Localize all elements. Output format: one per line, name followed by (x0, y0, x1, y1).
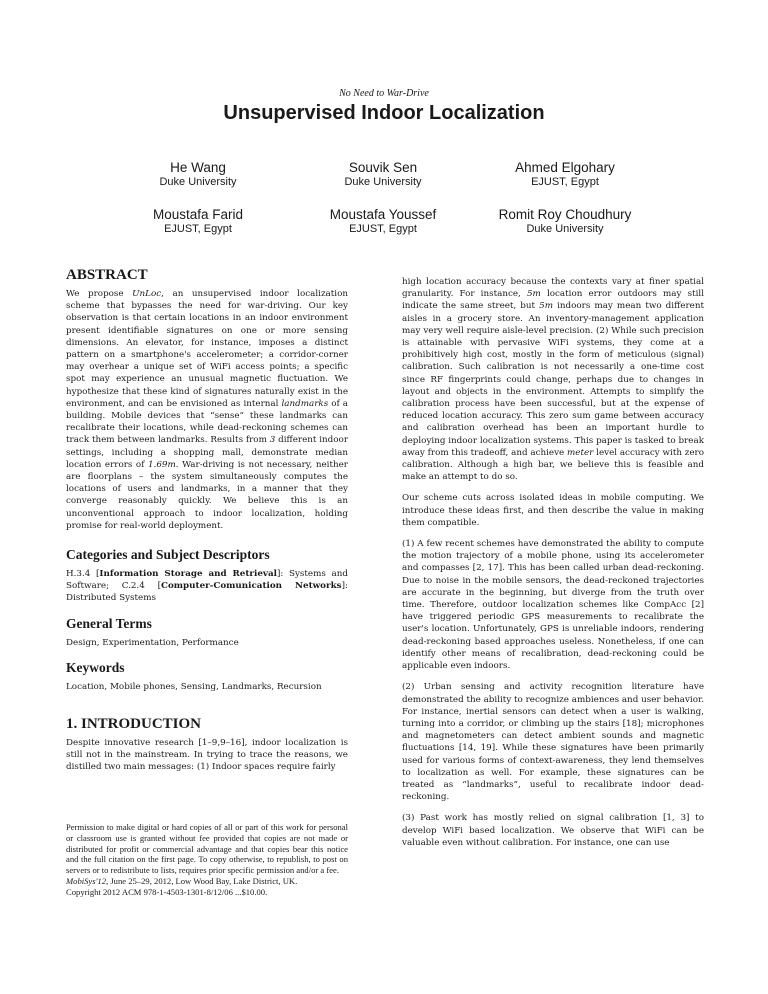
general-terms-text: Design, Experimentation, Performance (66, 637, 239, 648)
author-block (283, 207, 483, 236)
author-name: Romit Roy Choudhury (498, 207, 632, 222)
categories-text: H.3.4 [Information Storage and Retrieval]: Systems and Software; C.2.4 [Computer-Comunication Networks]: Distributed Systems (66, 569, 348, 604)
paragraph: (2) Urban sensing and activity recognition literature have demonstrated the ability to recognize ambiences and user behavior. For instance, inertial sensors can detect when a user is walking, turning into a corridor, or climbing up the stairs [18]; microphones and magnetometers can detect ambient sounds and magnetic fluctuations [14, 19]. While these signatures have been primarily used for various forms of context-awareness, they lend themselves to localization as well. For example, these signatures can be treated as “landmarks”, useful to recalibrate indoor dead-reckoning. (402, 682, 704, 803)
author-affiliation: EJUST, Egypt (531, 176, 599, 188)
paper-title: Unsupervised Indoor Localization (223, 102, 545, 124)
right-column (402, 276, 704, 849)
keywords-text: Location, Mobile phones, Sensing, Landmarks, Recursion (66, 681, 322, 692)
permission-block (66, 822, 348, 898)
paragraph: high location accuracy because the contexts vary at finer spatial granularity. For instance, 5m location error outdoors may still indicate the same street, but 5m indoors may mean two different aisles in a grocery store. An inventory-management application may very well require aisle-level precision. (2) While such precision is attainable with pervasive WiFi systems, they come at a prohibitively high cost, mostly in the form of meticulous (signal) calibration. Such calibration is not necessarily a one-time cost since RF fingerprints could change, perhaps due to changes in layout and objects in the environment. Attempts to simplify the calibration process have been successful, but at the expense of reduced location accuracy. This zero sum game between accuracy and calibration overhead has been an important hurdle to deploying indoor localization systems. This paper is tasked to break away from this tradeoff, and achieve meter level accuracy with zero calibration. Although a high bar, we believe this is feasible and make an attempt to do so. (402, 277, 704, 483)
paragraph: (3) Past work has mostly relied on signal calibration [1, 3] to develop WiFi based localization. We observe that WiFi can be valuable even without calibration. For instance, one can use (402, 813, 704, 848)
author-affiliation: Duke University (344, 176, 422, 188)
copyright-line: Copyright 2012 ACM 978-1-4503-1301-8/12/06 ...$10.00. (66, 886, 268, 897)
author-block (465, 207, 665, 236)
author-block (98, 207, 298, 236)
intro-text: Despite innovative research [1–9,9–16], indoor localization is still not in the mainstream. In trying to trace the reasons, we distilled two main messages: (1) Indoor spaces require fairly (66, 738, 348, 773)
general-terms-heading: General Terms (66, 615, 152, 631)
author-affiliation: EJUST, Egypt (349, 223, 417, 235)
left-column (66, 266, 348, 774)
abstract-heading: ABSTRACT (66, 267, 148, 283)
paragraph: Our scheme cuts across isolated ideas in mobile computing. We introduce these ideas first, and then describe the value in making them compatible. (402, 493, 704, 528)
author-name: Ahmed Elgohary (515, 160, 615, 175)
abstract-text: We propose UnLoc, an unsupervised indoor localization scheme that bypasses the need for war-driving. Our key observation is that certain locations in an indoor environment present identifiable signatures on one or more sensing dimensions. An elevator, for instance, imposes a distinct pattern on a smartphone's accelerometer; a corridor-corner may overhear a unique set of WiFi access points; a specific spot may experience an unusual magnetic fluctuation. We hypothesize that these kind of signatures naturally exist in the environment, and can be envisioned as internal landmarks of a building. Mobile devices that “sense” these landmarks can recalibrate their locations, while dead-reckoning schemes can track them between landmarks. Results from 3 different indoor settings, including a shopping mall, demonstrate median location errors of 1.69m. War-driving is not necessary, neither are floorplans – the system simultaneously computes the locations of users and landmarks, in a manner that they converge reasonably quickly. We believe this is an unconventional approach to indoor localization, holding promise for real-world deployment. (66, 289, 348, 531)
paper-subtitle: No Need to War-Drive (339, 88, 429, 99)
author-block (283, 160, 483, 189)
author-name: Moustafa Farid (152, 207, 244, 222)
author-block (98, 160, 298, 189)
author-affiliation: Duke University (159, 176, 237, 188)
author-block (465, 160, 665, 189)
categories-heading: Categories and Subject Descriptors (66, 547, 270, 563)
author-name: Souvik Sen (348, 160, 418, 175)
keywords-heading: Keywords (66, 659, 125, 675)
venue-line: MobiSys'12, June 25–29, 2012, Low Wood Bay, Lake District, UK. (66, 875, 298, 886)
author-name: Moustafa Youssef (329, 207, 437, 222)
author-name: He Wang (170, 160, 226, 175)
permission-text: Permission to make digital or hard copies of all or part of this work for personal or classroom use is granted without fee provided that copies are not made or distributed for profit or commercial advantage and that copies bear this notice and the full citation on the first page. To copy otherwise, to republish, to post on servers or to redistribute to lists, requires prior specific permission and/or a fee. (66, 822, 348, 876)
author-affiliation: EJUST, Egypt (164, 223, 232, 235)
author-affiliation: Duke University (526, 223, 604, 235)
paragraph: (1) A few recent schemes have demonstrated the ability to compute the motion trajectory of a mobile phone, using its accelerometer and compasses [2, 17]. This has been called urban dead-reckoning. Due to noise in the mobile sensors, the dead-reckoned trajectories are accurate in the beginning, but diverge from the truth over time. Therefore, outdoor localization schemes like CompAcc [2] have triggered periodic GPS measurements to recalibrate the user's location. Unfortunately, GPS is unreliable indoors, rendering dead-reckoning based approaches useless. Nonetheless, if one can identify other means of recalibration, dead-reckoning could be applicable even indoors. (402, 539, 704, 672)
intro-heading: 1. INTRODUCTION (66, 716, 202, 733)
